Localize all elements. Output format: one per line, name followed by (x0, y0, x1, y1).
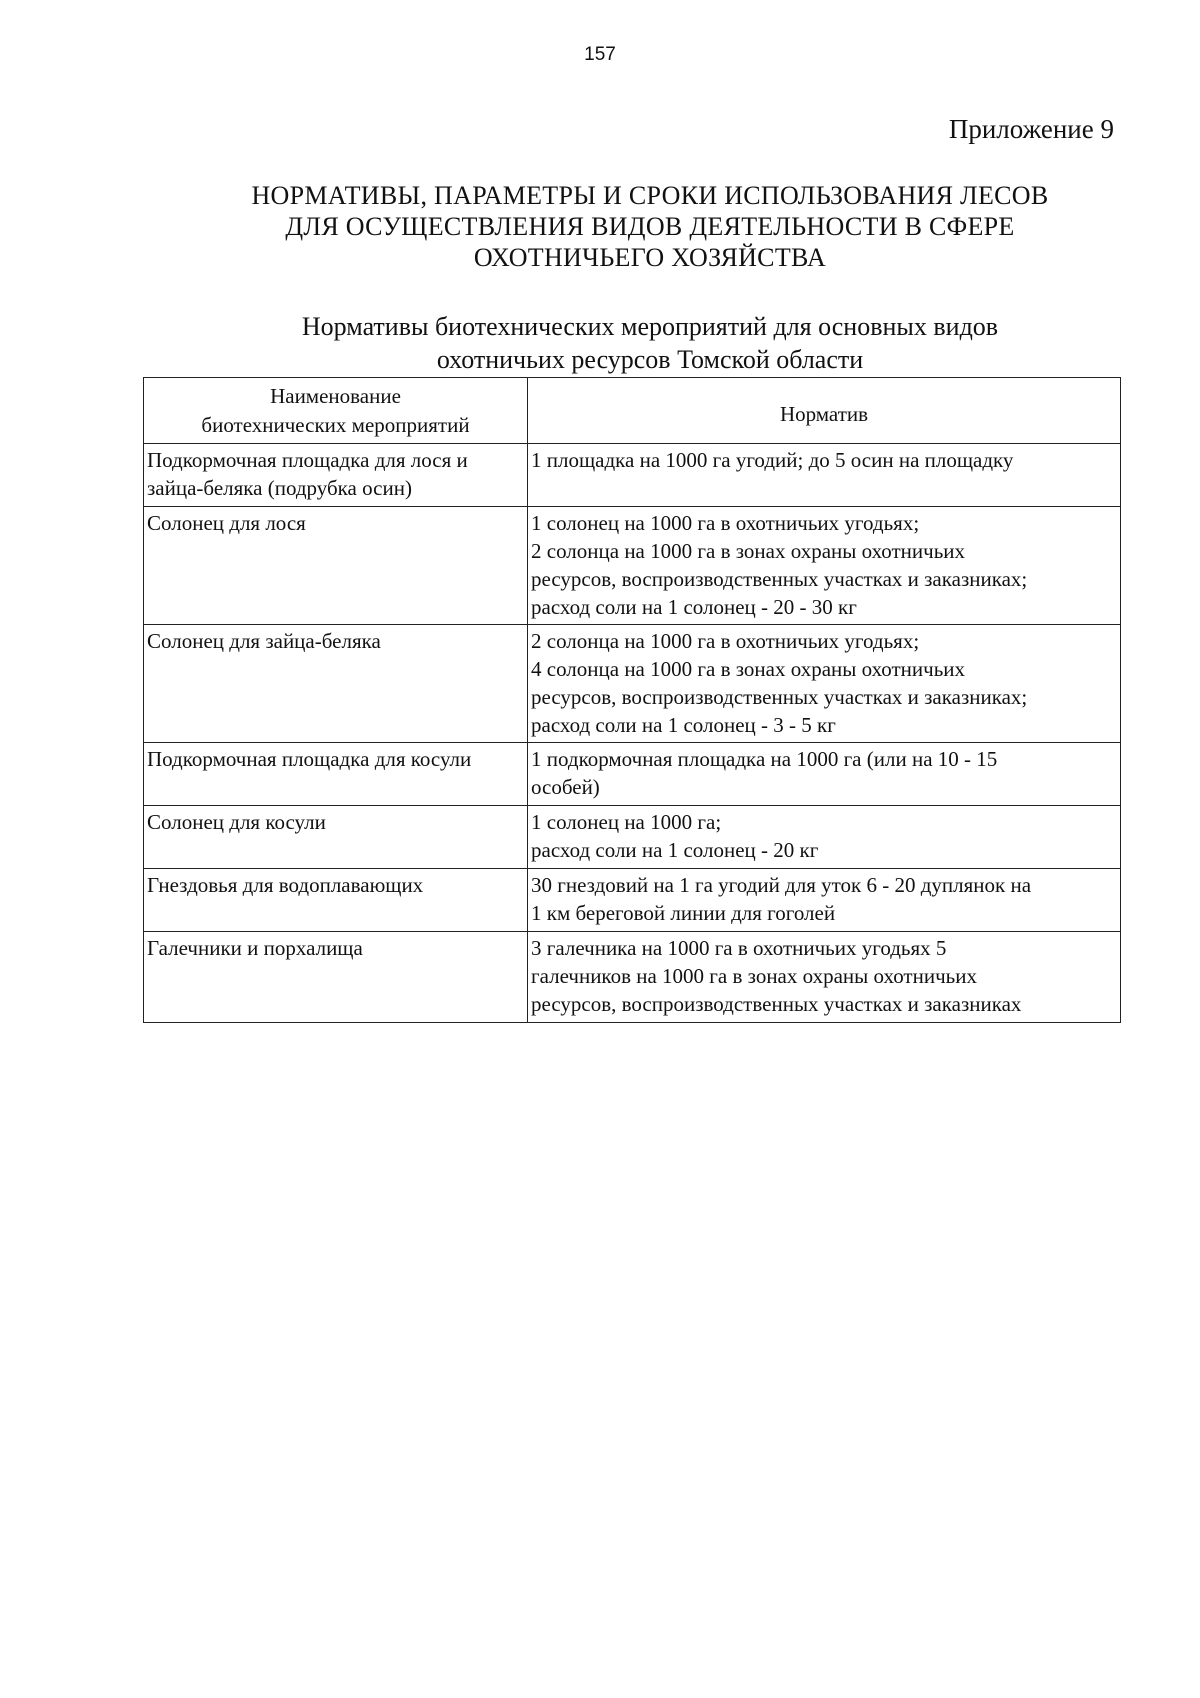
measure-name-cell (144, 743, 528, 806)
norm-line: особей) (531, 775, 600, 799)
table-caption-line: Нормативы биотехнических мероприятий для основных видов (301, 312, 999, 341)
table-header-row (144, 378, 1121, 444)
table-row (144, 625, 1121, 743)
column-header-name-line: биотехнических мероприятий (201, 412, 470, 437)
measure-name-line: Солонец для зайца-беляка (147, 629, 381, 653)
norm-line: расход соли на 1 солонец - 20 кг (531, 838, 819, 862)
norm-line: 30 гнездовий на 1 га угодий для уток 6 - 20 дуплянок на (531, 873, 1032, 897)
document-title-line: ДЛЯ ОСУЩЕСТВЛЕНИЯ ВИДОВ ДЕЯТЕЛЬНОСТИ В СФЕРЕ (285, 212, 1015, 241)
table-row (144, 507, 1121, 625)
column-header-norm: Норматив (528, 378, 1121, 444)
measure-name-line: Подкормочная площадка для лося и (147, 448, 468, 472)
norm-line: расход соли на 1 солонец - 20 - 30 кг (531, 595, 857, 619)
appendix-label: Приложение 9 (948, 114, 1114, 144)
document-title (200, 180, 1100, 273)
measure-name-cell (144, 444, 528, 507)
document-title-line: НОРМАТИВЫ, ПАРАМЕТРЫ И СРОКИ ИСПОЛЬЗОВАНИЯ ЛЕСОВ (251, 181, 1049, 210)
norm-cell (528, 743, 1121, 806)
norm-line: 1 солонец на 1000 га; (531, 810, 722, 834)
norm-cell (528, 507, 1121, 625)
column-header-name-line: Наименование (270, 383, 401, 408)
norm-cell (528, 625, 1121, 743)
norm-line: 1 солонец на 1000 га в охотничьих угодьях; (531, 511, 920, 535)
column-header-name (144, 378, 528, 444)
measure-name-line: Солонец для лося (147, 511, 306, 535)
norm-line: 2 солонца на 1000 га в охотничьих угодьях; (531, 629, 920, 653)
norm-line: 1 подкормочная площадка на 1000 га (или на 10 - 15 (531, 747, 998, 771)
page-number: 157 (584, 44, 616, 65)
norm-line: расход соли на 1 солонец - 3 - 5 кг (531, 713, 836, 737)
measure-name-cell (144, 806, 528, 869)
norm-cell (528, 806, 1121, 869)
measure-name-cell (144, 932, 528, 1023)
measure-name-line: Галечники и порхалища (147, 936, 363, 960)
norm-line: ресурсов, воспроизводственных участках и заказниках; (531, 567, 1028, 591)
norm-line: 1 площадка на 1000 га угодий; до 5 осин на площадку (531, 448, 1014, 472)
measure-name-line: Подкормочная площадка для косули (147, 747, 472, 771)
table-row (144, 743, 1121, 806)
measure-name-cell (144, 507, 528, 625)
norm-cell (528, 869, 1121, 932)
measure-name-line: Солонец для косули (147, 810, 326, 834)
table-row (144, 932, 1121, 1023)
measure-name-line: Гнездовья для водоплавающих (147, 873, 424, 897)
norm-cell (528, 444, 1121, 507)
biotechnical-norms-table (143, 377, 1121, 1023)
table-caption (200, 310, 1100, 376)
document-title-line: ОХОТНИЧЬЕГО ХОЗЯЙСТВА (473, 243, 827, 272)
table-caption-line: охотничьих ресурсов Томской области (436, 345, 864, 374)
norm-line: 2 солонца на 1000 га в зонах охраны охотничьих (531, 539, 966, 563)
norm-line: 4 солонца на 1000 га в зонах охраны охотничьих (531, 657, 966, 681)
measure-name-cell (144, 625, 528, 743)
measure-name-cell (144, 869, 528, 932)
norm-line: 1 км береговой линии для гоголей (531, 901, 836, 925)
table-row (144, 444, 1121, 507)
norm-line: ресурсов, воспроизводственных участках и заказниках; (531, 685, 1028, 709)
norm-line: галечников на 1000 га в зонах охраны охотничьих (531, 964, 977, 988)
norm-cell (528, 932, 1121, 1023)
table-row (144, 869, 1121, 932)
norm-line: 3 галечника на 1000 га в охотничьих угодьях 5 (531, 936, 947, 960)
norm-line: ресурсов, воспроизводственных участках и заказниках (531, 992, 1022, 1016)
table-row (144, 806, 1121, 869)
measure-name-line: зайца-беляка (подрубка осин) (147, 476, 412, 500)
